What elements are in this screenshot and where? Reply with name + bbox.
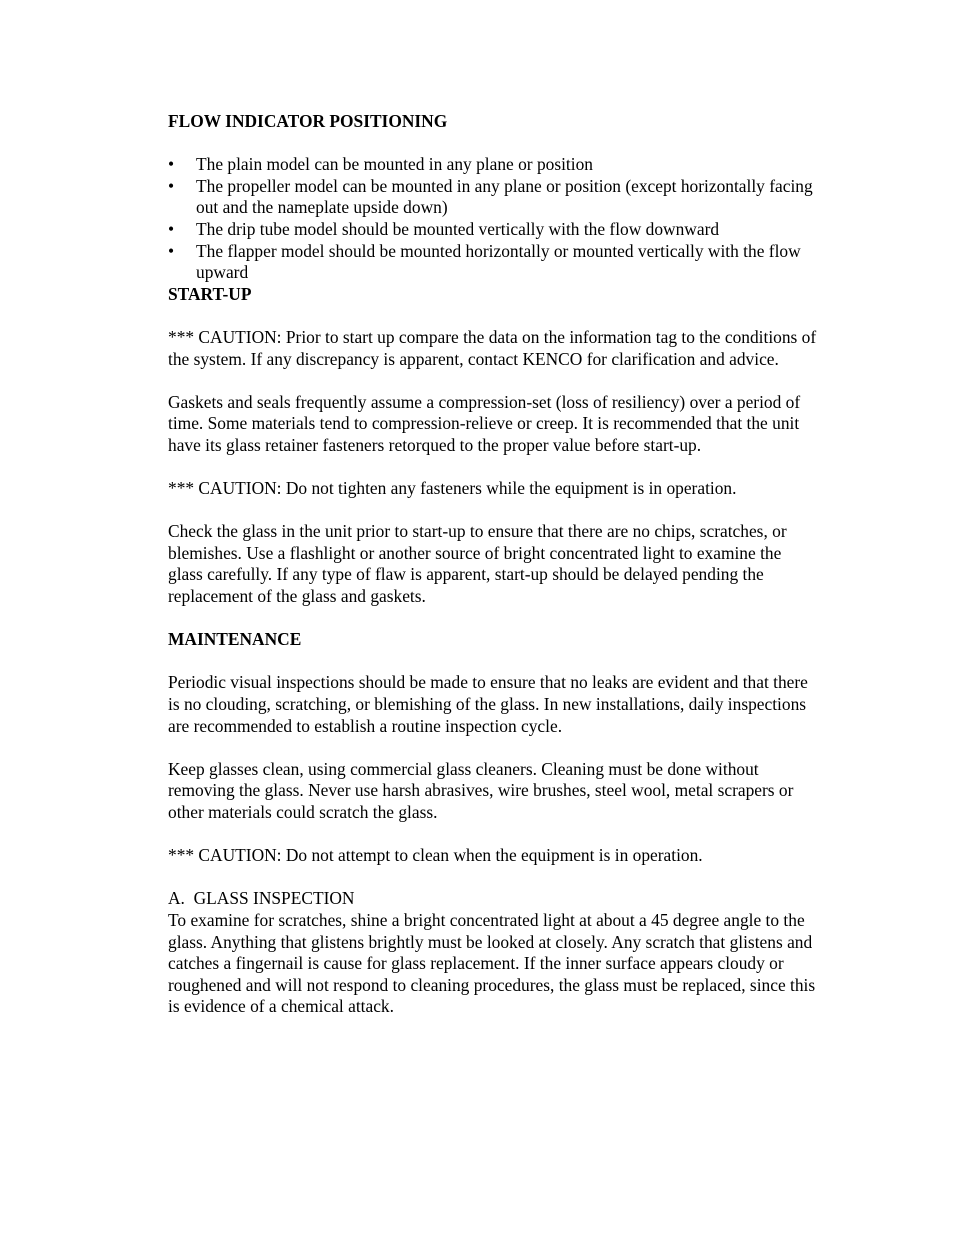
maintenance-cleaning-paragraph: Keep glasses clean, using commercial glass cleaners. Cleaning must be done without removing the glass. Never use harsh abrasives, wire brushes, steel wool, metal scrapers or other materials could scratch the glass.	[168, 758, 794, 822]
list-item-text: The plain model can be mounted in any plane or position	[196, 154, 593, 175]
maintenance-cleaning-caution: *** CAUTION: Do not attempt to clean when the equipment is in operation.	[168, 845, 703, 866]
bullet-icon: •	[168, 218, 175, 239]
list-item	[168, 219, 820, 241]
list-item-text: The propeller model can be mounted in any plane or position (except horizontally facing out and the nameplate upside down)	[196, 175, 813, 218]
glass-inspection-subheading: A. GLASS INSPECTION	[168, 888, 355, 909]
positioning-bullet-list	[168, 154, 820, 284]
startup-caution-paragraph: *** CAUTION: Prior to start up compare the data on the information tag to the conditions of the system. If any discrepancy is apparent, contact KENCO for clarification and advice.	[168, 326, 817, 369]
bullet-icon: •	[168, 154, 175, 175]
section-heading-flow-indicator-positioning: FLOW INDICATOR POSITIONING	[168, 111, 448, 131]
section-heading-start-up: START-UP	[168, 283, 252, 304]
maintenance-inspection-paragraph: Periodic visual inspections should be made to ensure that no leaks are evident and that there is no clouding, scratching, or blemishing of the glass. In new installations, daily inspections are recommended to establish a routine inspection cycle.	[168, 672, 808, 736]
document-page	[168, 111, 820, 1018]
list-item	[168, 176, 820, 219]
bullet-icon: •	[168, 240, 175, 261]
section-heading-maintenance: MAINTENANCE	[168, 629, 302, 650]
list-item-text: The drip tube model should be mounted vertically with the flow downward	[196, 218, 720, 239]
startup-fasteners-caution: *** CAUTION: Do not tighten any fasteners while the equipment is in operation.	[168, 478, 737, 499]
startup-glass-check-paragraph: Check the glass in the unit prior to start-up to ensure that there are no chips, scratches, or blemishes. Use a flashlight or another source of bright concentrated light to examine the glass carefully. If any type of flaw is apparent, start-up should be delayed pending the replacement of the glass and gaskets.	[168, 521, 787, 607]
bullet-icon: •	[168, 175, 175, 196]
list-item	[168, 241, 820, 284]
startup-gaskets-paragraph: Gaskets and seals frequently assume a compression-set (loss of resiliency) over a period of time. Some materials tend to compression-relieve or creep. It is recommended that the unit have its glass retainer fasteners retorqued to the proper value before start-up.	[168, 391, 801, 455]
list-item	[168, 154, 820, 176]
list-item-text: The flapper model should be mounted horizontally or mounted vertically with the flow upward	[196, 240, 801, 283]
glass-inspection-paragraph: To examine for scratches, shine a bright concentrated light at about a 45 degree angle to the glass. Anything that glistens brightly must be looked at closely. Any scratch that glistens and catches a fingernail is cause for glass replacement. If the inner surface appears cloudy or roughened and will not respond to cleaning procedures, the glass must be replaced, since this is evidence of a chemical attack.	[168, 909, 816, 1017]
